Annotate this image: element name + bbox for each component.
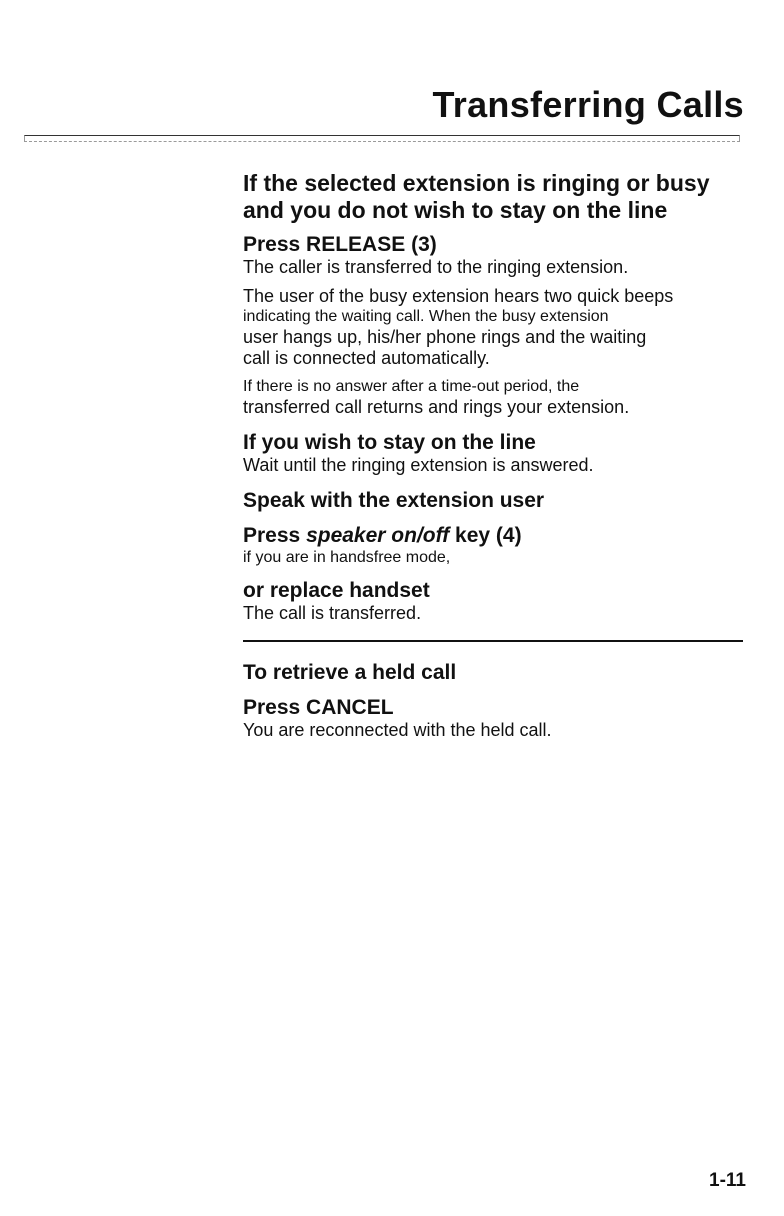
title-rule (24, 135, 740, 142)
timeout-line-2: transferred call returns and rings your extension. (243, 397, 630, 417)
busy-section (243, 170, 753, 418)
retrieve-section (243, 660, 753, 741)
busy-heading-line1: If the selected extension is ringing or busy (243, 170, 710, 196)
section-divider (243, 640, 743, 642)
page-number: 1-11 (709, 1170, 746, 1191)
release-step: Press RELEASE (3) (243, 233, 437, 256)
busy-line-1: The user of the busy extension hears two quick beeps (243, 286, 674, 306)
stay-text: Wait until the ringing extension is answered. (243, 455, 594, 475)
cancel-step: Press CANCEL (243, 696, 394, 719)
busy-heading (243, 170, 753, 224)
busy-paragraph (243, 286, 753, 369)
busy-line-2: indicating the waiting call. When the busy extension (243, 308, 609, 325)
busy-line-3: user hangs up, his/her phone rings and the waiting (243, 327, 647, 347)
handsfree-note: if you are in handsfree mode, (243, 549, 451, 566)
speak-heading: Speak with the extension user (243, 489, 545, 512)
release-result: The caller is transferred to the ringing extension. (243, 257, 629, 277)
speaker-step-prefix: Press (243, 524, 307, 547)
stay-section (243, 430, 753, 624)
timeout-paragraph (243, 377, 753, 418)
retrieve-heading: To retrieve a held call (243, 661, 457, 684)
content-column (243, 170, 753, 741)
busy-line-4: call is connected automatically. (243, 348, 490, 368)
transfer-result: The call is transferred. (243, 603, 422, 623)
page-title: Transferring Calls (432, 84, 744, 125)
timeout-line-1: If there is no answer after a time-out period, the (243, 378, 580, 395)
replace-handset-step: or replace handset (243, 579, 430, 602)
stay-heading: If you wish to stay on the line (243, 431, 536, 454)
speaker-step (243, 523, 753, 548)
busy-heading-line2: and you do not wish to stay on the line (243, 197, 668, 223)
speaker-key-label: speaker on/off (306, 524, 450, 547)
speaker-step-suffix: key (4) (449, 524, 522, 547)
retrieve-result: You are reconnected with the held call. (243, 720, 552, 740)
